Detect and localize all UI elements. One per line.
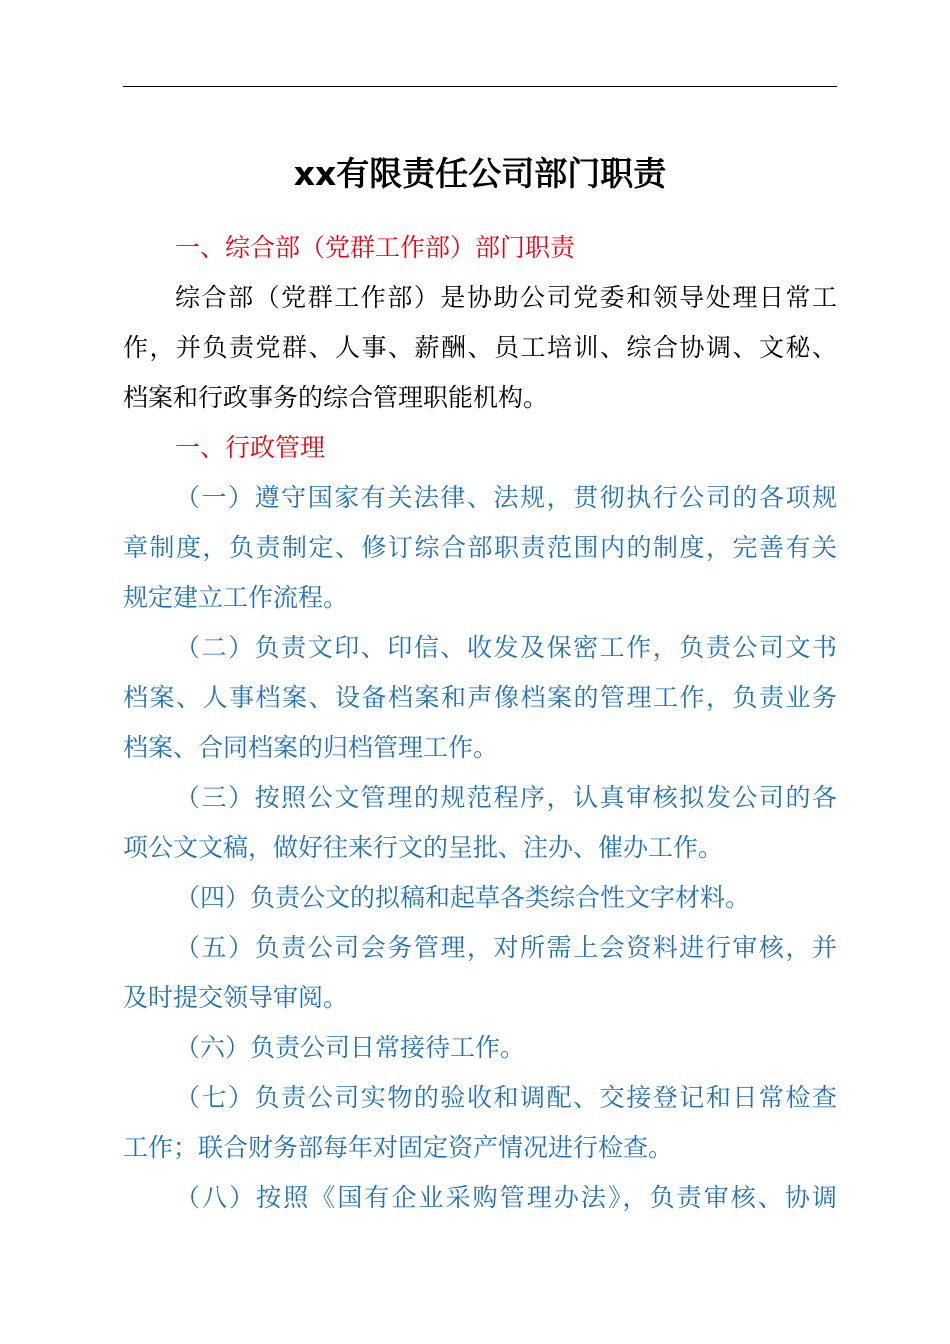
item-line: （一）遵守国家有关法律、法规，贯彻执行公司的各项规 bbox=[175, 483, 837, 512]
item-line: （三）按照公文管理的规范程序，认真审核拟发公司的各 bbox=[175, 783, 837, 812]
item-line: （六）负责公司日常接待工作。 bbox=[175, 1033, 526, 1062]
item-line: （七）负责公司实物的验收和调配、交接登记和日常检查 bbox=[175, 1083, 837, 1112]
item-line: 档案、合同档案的归档管理工作。 bbox=[123, 733, 499, 762]
item-line: 工作；联合财务部每年对固定资产情况进行检查。 bbox=[123, 1133, 674, 1162]
header-rule bbox=[123, 86, 837, 87]
subsection-heading: 一、行政管理 bbox=[175, 433, 326, 462]
item-line: （四）负责公文的拟稿和起草各类综合性文字材料。 bbox=[175, 883, 751, 912]
item-line: 项公文文稿，做好往来行文的呈批、注办、催办工作。 bbox=[123, 833, 724, 862]
section-heading: 一、综合部（党群工作部）部门职责 bbox=[175, 233, 576, 262]
item-line: 规定建立工作流程。 bbox=[123, 583, 349, 612]
item-line: （八）按照《国有企业采购管理办法》，负责审核、协调 bbox=[175, 1183, 837, 1212]
item-line: 档案、人事档案、设备档案和声像档案的管理工作，负责业务 bbox=[123, 683, 837, 712]
document-title: xx有限责任公司部门职责 bbox=[293, 154, 667, 193]
intro-paragraph-line: 作，并负责党群、人事、薪酬、员工培训、综合协调、文秘、 bbox=[123, 333, 837, 362]
intro-paragraph-line: 综合部（党群工作部）是协助公司党委和领导处理日常工 bbox=[175, 283, 837, 312]
item-line: （二）负责文印、印信、收发及保密工作，负责公司文书 bbox=[175, 633, 837, 662]
item-line: 章制度，负责制定、修订综合部职责范围内的制度，完善有关 bbox=[123, 533, 837, 562]
intro-paragraph-line: 档案和行政事务的综合管理职能机构。 bbox=[123, 383, 549, 412]
item-line: 及时提交领导审阅。 bbox=[123, 983, 349, 1012]
item-line: （五）负责公司会务管理，对所需上会资料进行审核，并 bbox=[175, 933, 837, 962]
